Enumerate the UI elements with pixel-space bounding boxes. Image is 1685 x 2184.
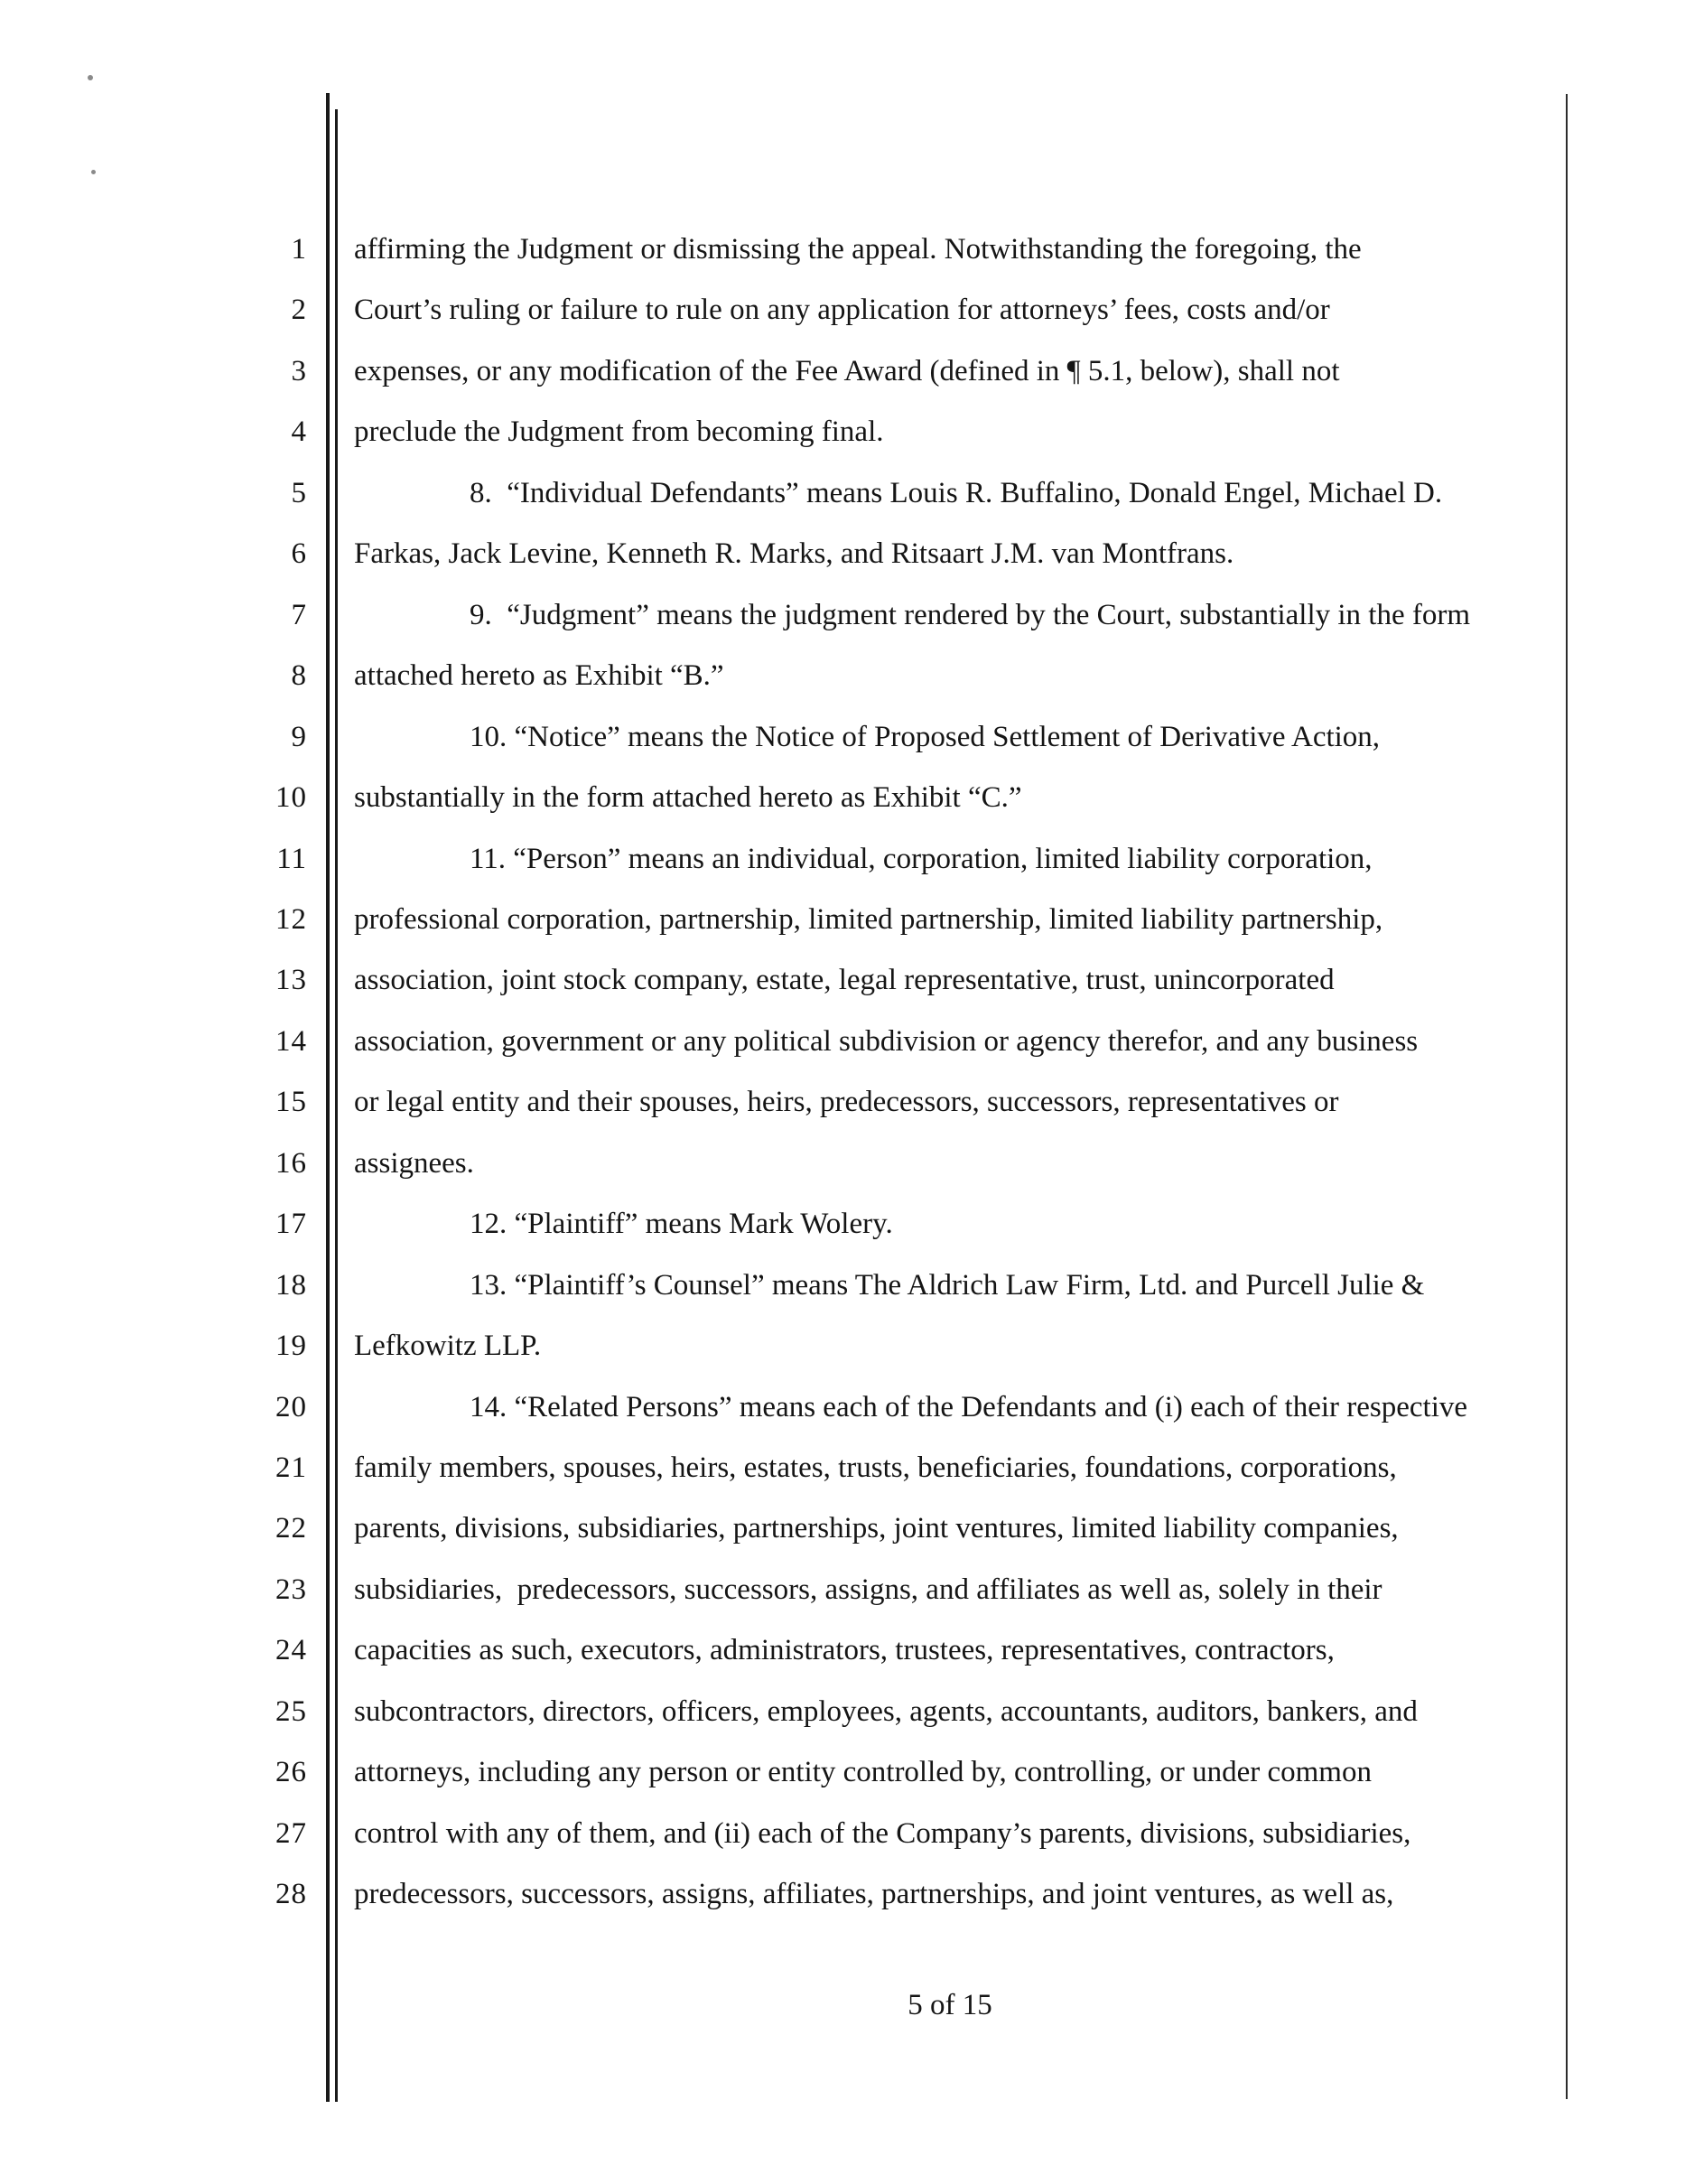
pleading-line-row — [0, 1328, 1685, 1388]
line-text: attorneys, including any person or entity controlled by, controlling, or under common — [354, 1756, 1372, 1789]
pleading-line-row — [0, 414, 1685, 474]
line-number: 17 — [275, 1208, 307, 1241]
line-text: Farkas, Jack Levine, Kenneth R. Marks, and Ritsaart J.M. van Montfrans. — [354, 537, 1234, 571]
line-text: subcontractors, directors, officers, employees, agents, accountants, auditors, bankers, and — [354, 1694, 1418, 1728]
line-number: 12 — [275, 902, 307, 936]
pleading-line-row — [0, 1754, 1685, 1815]
line-text: 8. “Individual Defendants” means Louis R. Buffalino, Donald Engel, Michael D. — [470, 476, 1443, 509]
line-text: 13. “Plaintiff’s Counsel” means The Aldrich Law Firm, Ltd. and Purcell Julie & — [470, 1268, 1425, 1302]
line-number: 23 — [275, 1573, 307, 1606]
pleading-line-row — [0, 1023, 1685, 1084]
line-number: 5 — [291, 476, 307, 509]
pleading-line-row — [0, 475, 1685, 536]
line-text: or legal entity and their spouses, heirs, predecessors, successors, representatives or — [354, 1086, 1339, 1119]
line-number: 11 — [276, 842, 307, 875]
line-number: 9 — [291, 720, 307, 753]
line-text: 10. “Notice” means the Notice of Proposed Settlement of Derivative Action, — [470, 720, 1381, 753]
pleading-line-row — [0, 962, 1685, 1022]
pleading-line-row — [0, 1572, 1685, 1632]
scan-speck — [88, 75, 93, 80]
line-number: 25 — [275, 1694, 307, 1728]
pleading-line-row — [0, 1206, 1685, 1266]
line-text: capacities as such, executors, administrators, trustees, representatives, contractors, — [354, 1634, 1335, 1667]
pleading-line-row — [0, 1815, 1685, 1876]
pleading-line-row — [0, 1389, 1685, 1450]
pleading-line-row — [0, 353, 1685, 414]
line-number: 20 — [275, 1390, 307, 1423]
line-number: 4 — [291, 415, 307, 449]
line-text: association, government or any political subdivision or agency therefor, and any business — [354, 1024, 1419, 1058]
line-number: 7 — [291, 598, 307, 631]
pleading-line-row — [0, 1694, 1685, 1754]
line-text: substantially in the form attached hereto as Exhibit “C.” — [354, 781, 1022, 815]
line-number: 21 — [275, 1451, 307, 1484]
pleading-line-row — [0, 1876, 1685, 1937]
pleading-line-row — [0, 1632, 1685, 1693]
line-number: 22 — [275, 1512, 307, 1545]
pleading-line-row — [0, 597, 1685, 658]
line-number: 24 — [275, 1634, 307, 1667]
line-number: 6 — [291, 537, 307, 571]
pleading-line-row — [0, 1267, 1685, 1328]
line-text: professional corporation, partnership, limited partnership, limited liability partnership, — [354, 902, 1383, 936]
line-number: 1 — [291, 233, 307, 266]
line-text: 9. “Judgment” means the judgment rendered by the Court, substantially in the form — [470, 598, 1470, 631]
pleading-line-row — [0, 658, 1685, 718]
line-text: preclude the Judgment from becoming final. — [354, 415, 884, 449]
line-number: 13 — [275, 964, 307, 997]
line-number: 8 — [291, 659, 307, 693]
pleading-line-row — [0, 719, 1685, 779]
line-text: attached hereto as Exhibit “B.” — [354, 659, 724, 693]
scan-speck — [91, 170, 96, 174]
pleading-line-row — [0, 1084, 1685, 1144]
pleading-line-row — [0, 901, 1685, 962]
pleading-line-row — [0, 231, 1685, 292]
line-number: 28 — [275, 1878, 307, 1911]
line-text: control with any of them, and (ii) each of the Company’s parents, divisions, subsidiaries, — [354, 1816, 1411, 1850]
pleading-line-row — [0, 1450, 1685, 1510]
pleading-line-row — [0, 292, 1685, 352]
pleading-line-row — [0, 779, 1685, 840]
pleading-line-row — [0, 1145, 1685, 1206]
line-text: family members, spouses, heirs, estates, trusts, beneficiaries, foundations, corporations, — [354, 1451, 1397, 1484]
line-number: 10 — [275, 781, 307, 815]
pleading-line-row — [0, 841, 1685, 901]
pleading-line-row — [0, 1510, 1685, 1571]
line-number: 2 — [291, 294, 307, 327]
line-number: 3 — [291, 354, 307, 387]
line-text: 14. “Related Persons” means each of the Defendants and (i) each of their respective — [470, 1390, 1468, 1423]
line-number: 18 — [275, 1268, 307, 1302]
pleading-line-row — [0, 536, 1685, 596]
line-text: association, joint stock company, estate, legal representative, trust, unincorporated — [354, 964, 1335, 997]
page-number-footer: 5 of 15 — [908, 1989, 992, 2021]
line-number: 19 — [275, 1330, 307, 1363]
line-text: predecessors, successors, assigns, affiliates, partnerships, and joint ventures, as well as, — [354, 1878, 1394, 1911]
line-text: affirming the Judgment or dismissing the appeal. Notwithstanding the foregoing, the — [354, 233, 1362, 266]
line-number: 14 — [275, 1024, 307, 1058]
line-text: Lefkowitz LLP. — [354, 1330, 542, 1363]
line-text: Court’s ruling or failure to rule on any application for attorneys’ fees, costs and/or — [354, 294, 1330, 327]
line-number: 15 — [275, 1086, 307, 1119]
line-text: assignees. — [354, 1146, 474, 1180]
line-text: subsidiaries, predecessors, successors, assigns, and affiliates as well as, solely in their — [354, 1573, 1382, 1606]
line-number: 27 — [275, 1816, 307, 1850]
line-number: 26 — [275, 1756, 307, 1789]
line-text: 11. “Person” means an individual, corporation, limited liability corporation, — [470, 842, 1373, 875]
line-text: expenses, or any modification of the Fee Award (defined in ¶ 5.1, below), shall not — [354, 354, 1340, 387]
line-text: parents, divisions, subsidiaries, partnerships, joint ventures, limited liability companies, — [354, 1512, 1399, 1545]
line-number: 16 — [275, 1146, 307, 1180]
line-text: 12. “Plaintiff” means Mark Wolery. — [470, 1208, 893, 1241]
